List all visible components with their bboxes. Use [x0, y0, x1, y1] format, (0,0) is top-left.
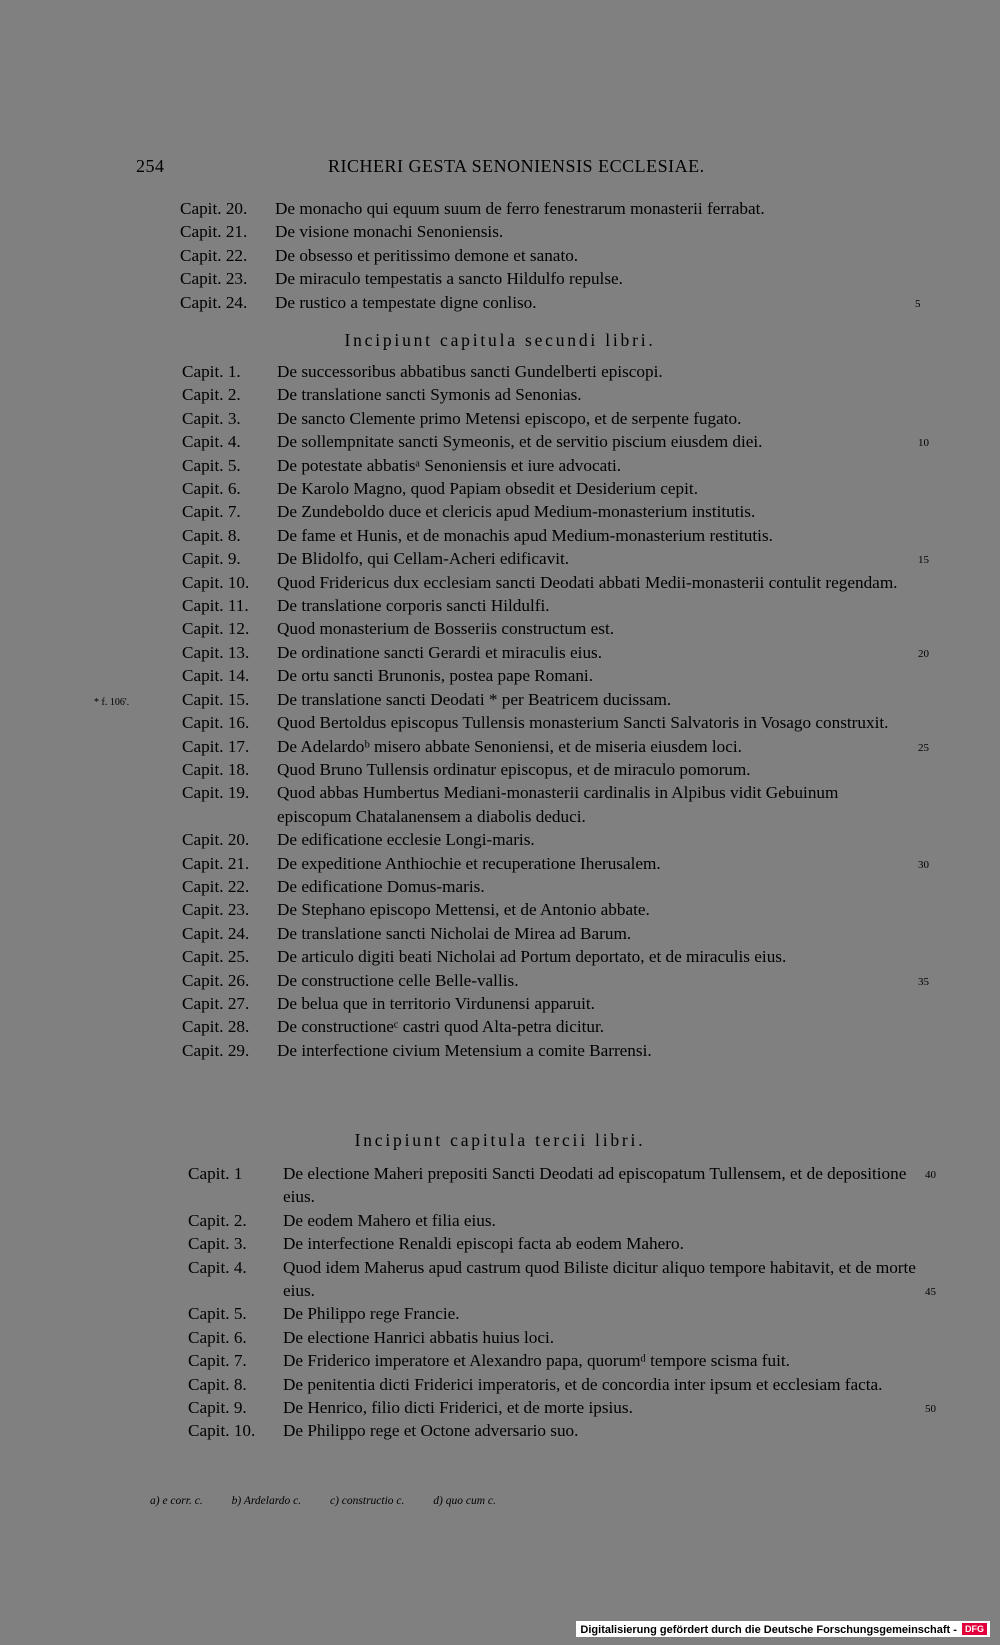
- chapter-entry: [0, 383, 1000, 406]
- chapter-title: De belua que in territorio Virdunensi apparuit.: [277, 993, 595, 1013]
- chapter-number: Capit. 6.: [188, 1327, 247, 1347]
- chapter-title: De Philippo rege Francie.: [283, 1304, 460, 1324]
- chapter-number: Capit. 20.: [182, 830, 250, 850]
- chapter-title: De penitentia dicti Friderici imperatoris, et de concordia inter ipsum et ecclesiam facta.: [283, 1374, 883, 1394]
- line-number: 45: [925, 1285, 936, 1298]
- chapter-title: De sollempnitate sancti Symeonis, et de servitio piscium eiusdem diei.: [277, 432, 763, 452]
- chapter-number: Capit. 3.: [188, 1234, 247, 1254]
- line-number: 15: [918, 554, 929, 567]
- chapter-title: De Henrico, filio dicti Friderici, et de morte ipsius.: [283, 1398, 633, 1418]
- chapter-entry: [0, 898, 1000, 921]
- chapter-number: Capit. 22.: [182, 876, 250, 896]
- line-number: 50: [925, 1402, 936, 1415]
- chapter-entry: [0, 1256, 1000, 1303]
- chapter-number: Capit. 21.: [182, 853, 250, 873]
- chapter-title: De Zundeboldo duce et clericis apud Medium-monasterium institutis.: [277, 502, 756, 522]
- chapter-number: Capit. 9.: [188, 1398, 247, 1418]
- dfg-logo: DFG: [962, 1623, 987, 1635]
- chapter-number: Capit. 4.: [188, 1257, 247, 1277]
- chapter-number: Capit. 17.: [182, 736, 250, 756]
- chapter-number: Capit. 23.: [182, 900, 250, 920]
- book2-heading: Incipiunt capitula secundi libri.: [344, 330, 656, 350]
- chapter-title: De Blidolfo, qui Cellam-Acheri edificavit.: [277, 549, 570, 569]
- chapter-entry: [0, 407, 1000, 430]
- chapter-title: De fame et Hunis, et de monachis apud Medium-monasterium restitutis.: [277, 525, 773, 545]
- chapter-number: Capit. 4.: [182, 432, 241, 452]
- chapter-entry: [0, 524, 1000, 547]
- chapter-number: Capit. 28.: [182, 1017, 250, 1037]
- chapter-number: Capit. 24.: [180, 292, 248, 312]
- chapter-entry: [0, 267, 1000, 290]
- chapter-entry: [0, 454, 1000, 477]
- chapter-title: De constructioneᶜ castri quod Alta-petra dicitur.: [277, 1017, 605, 1037]
- chapter-entry: [0, 641, 1000, 664]
- chapter-title: De monacho qui equum suum de ferro fenestrarum monasterii ferrabat.: [275, 199, 765, 218]
- chapter-number: Capit. 7.: [182, 502, 241, 522]
- chapter-entry: [0, 922, 1000, 945]
- chapter-number: Capit. 16.: [182, 713, 250, 733]
- line-number: 30: [918, 858, 929, 871]
- chapter-entry: [0, 571, 1000, 594]
- chapter-entry: [0, 1015, 1000, 1038]
- book1-chapter-list: [0, 197, 1000, 314]
- chapter-number: Capit. 26.: [182, 970, 250, 990]
- chapter-number: Capit. 12.: [182, 619, 250, 639]
- page-header: [0, 156, 1000, 178]
- chapter-title: De interfectione Renaldi episcopi facta ab eodem Mahero.: [283, 1234, 684, 1254]
- footnotes: [150, 1495, 750, 1507]
- chapter-title: Quod Bruno Tullensis ordinatur episcopus, et de miraculo pomorum.: [277, 759, 751, 779]
- chapter-number: Capit. 19.: [182, 783, 250, 803]
- chapter-entry: [0, 1162, 1000, 1209]
- chapter-title: De miraculo tempestatis a sancto Hildulfo repulse.: [275, 269, 623, 289]
- chapter-title: De eodem Mahero et filia eius.: [283, 1210, 496, 1230]
- chapter-entry: [0, 945, 1000, 968]
- chapter-entry: [0, 828, 1000, 851]
- chapter-title: De Stephano episcopo Mettensi, et de Antonio abbate.: [277, 900, 650, 920]
- chapter-entry: [0, 688, 1000, 711]
- digitization-credit: [576, 1621, 990, 1637]
- running-title: RICHERI GESTA SENONIENSIS ECCLESIAE.: [328, 156, 705, 176]
- chapter-number: Capit. 11.: [182, 596, 249, 616]
- chapter-entry: [0, 220, 1000, 243]
- footnote-a: a) e corr. c.: [150, 1495, 203, 1507]
- book3-heading: Incipiunt capitula tercii libri.: [354, 1130, 646, 1150]
- page-number: 254: [136, 156, 165, 176]
- chapter-title: De Adelardoᵇ misero abbate Senoniensi, et de miseria eiusdem loci.: [277, 736, 742, 756]
- chapter-entry: [0, 1326, 1000, 1349]
- chapter-title: De translatione sancti Symonis ad Senonias.: [277, 385, 582, 405]
- line-number: 40: [925, 1169, 936, 1181]
- chapter-entry: [0, 969, 1000, 992]
- chapter-number: Capit. 3.: [182, 408, 241, 428]
- chapter-entry: [0, 852, 1000, 875]
- chapter-number: Capit. 13.: [182, 642, 250, 662]
- chapter-title: De translatione sancti Deodati * per Beatricem ducissam.: [277, 689, 672, 709]
- chapter-number: Capit. 18.: [182, 759, 250, 779]
- chapter-entry: [0, 477, 1000, 500]
- chapter-title: De successoribus abbatibus sancti Gundelberti episcopi.: [277, 362, 663, 381]
- chapter-entry: [0, 1039, 1000, 1062]
- chapter-number: Capit. 14.: [182, 666, 250, 686]
- chapter-title: Quod Fridericus dux ecclesiam sancti Deodati abbati Medii-monasterii contulit regendam.: [277, 572, 898, 592]
- chapter-title: De Friderico imperatore et Alexandro papa, quorumᵈ tempore scisma fuit.: [283, 1351, 790, 1371]
- chapter-number: Capit. 25.: [182, 947, 250, 967]
- chapter-entry: [0, 244, 1000, 267]
- chapter-number: Capit. 21.: [180, 222, 248, 242]
- chapter-title: De obsesso et peritissimo demone et sanato.: [275, 245, 579, 265]
- chapter-number: Capit. 10.: [188, 1421, 256, 1441]
- chapter-title: Quod abbas Humbertus Mediani-monasterii cardinalis in Alpibus vidit Gebuinum episcopum Chatalanensem a diabolis deduci.: [277, 783, 839, 826]
- chapter-title: De visione monachi Senoniensis.: [275, 222, 504, 242]
- chapter-title: De translatione corporis sancti Hildulfi.: [277, 596, 550, 616]
- chapter-entry: [0, 992, 1000, 1015]
- chapter-title: De Philippo rege et Octone adversario suo.: [283, 1421, 579, 1441]
- folio-margin-note: * f. 106'.: [94, 696, 130, 708]
- chapter-number: Capit. 6.: [182, 479, 241, 499]
- chapter-entry: [0, 1349, 1000, 1372]
- chapter-number: Capit. 5.: [182, 455, 241, 475]
- chapter-number: Capit. 20.: [180, 199, 248, 218]
- chapter-entry: [0, 1302, 1000, 1325]
- chapter-entry: [0, 735, 1000, 758]
- chapter-entry: [0, 291, 1000, 314]
- chapter-number: Capit. 23.: [180, 269, 248, 289]
- chapter-number: Capit. 1.: [182, 362, 241, 381]
- chapter-entry: [0, 360, 1000, 383]
- footnote-b: b) Ardelardo c.: [231, 1495, 302, 1507]
- chapter-title: De expeditione Anthiochie et recuperatione Iherusalem.: [277, 853, 661, 873]
- chapter-entry: [0, 430, 1000, 453]
- chapter-number: Capit. 2.: [182, 385, 241, 405]
- chapter-title: De ordinatione sancti Gerardi et miraculis eius.: [277, 642, 603, 662]
- chapter-number: Capit. 8.: [182, 525, 241, 545]
- chapter-entry: [0, 1396, 1000, 1419]
- chapter-entry: [0, 197, 1000, 220]
- chapter-entry: [0, 500, 1000, 523]
- chapter-number: Capit. 9.: [182, 549, 241, 569]
- chapter-title: De edificatione ecclesie Longi-maris.: [277, 830, 535, 850]
- chapter-entry: [0, 758, 1000, 781]
- chapter-entry: [0, 594, 1000, 617]
- chapter-title: De Karolo Magno, quod Papiam obsedit et Desiderium cepit.: [277, 479, 699, 499]
- book3-chapter-list: [0, 1162, 1000, 1443]
- chapter-entry: [0, 617, 1000, 640]
- chapter-entry: [0, 1232, 1000, 1255]
- chapter-title: De electione Hanrici abbatis huius loci.: [283, 1327, 555, 1347]
- chapter-title: Quod monasterium de Bosseriis constructum est.: [277, 619, 615, 639]
- chapter-number: Capit. 7.: [188, 1351, 247, 1371]
- footnote-c: c) constructio c.: [329, 1495, 405, 1507]
- line-number: 5: [915, 297, 921, 310]
- chapter-title: De sancto Clemente primo Metensi episcopo, et de serpente fugato.: [277, 408, 742, 428]
- chapter-number: Capit. 22.: [180, 245, 248, 265]
- chapter-number: Capit. 1: [188, 1164, 243, 1183]
- chapter-number: Capit. 27.: [182, 993, 250, 1013]
- chapter-number: Capit. 10.: [182, 572, 250, 592]
- chapter-number: Capit. 24.: [182, 923, 250, 943]
- chapter-title: De edificatione Domus-maris.: [277, 876, 485, 896]
- chapter-title: De rustico a tempestate digne conliso.: [275, 292, 537, 312]
- chapter-entry: [0, 875, 1000, 898]
- chapter-number: Capit. 2.: [188, 1210, 247, 1230]
- book2-chapter-list: [0, 360, 1000, 1062]
- line-number: 25: [918, 741, 929, 754]
- footnote-d: d) quo cum c.: [433, 1495, 496, 1507]
- line-number: 20: [918, 647, 929, 660]
- chapter-entry: [0, 1209, 1000, 1232]
- chapter-entry: [0, 1419, 1000, 1442]
- chapter-number: Capit. 15.: [182, 689, 250, 709]
- line-number: 10: [918, 437, 929, 450]
- line-number: 35: [918, 975, 929, 988]
- chapter-entry: [0, 781, 1000, 828]
- chapter-title: De interfectione civium Metensium a comite Barrensi.: [277, 1040, 652, 1060]
- chapter-title: De articulo digiti beati Nicholai ad Portum deportato, et de miraculis eius.: [277, 947, 787, 967]
- chapter-number: Capit. 8.: [188, 1374, 247, 1394]
- chapter-entry: [0, 547, 1000, 570]
- chapter-entry: [0, 711, 1000, 734]
- chapter-title: De constructione celle Belle-vallis.: [277, 970, 519, 990]
- credit-text: Digitalisierung gefördert durch die Deutsche Forschungsgemeinschaft -: [580, 1624, 957, 1636]
- chapter-title: De translatione sancti Nicholai de Mirea ad Barum.: [277, 923, 632, 943]
- chapter-title: De potestate abbatisᵃ Senoniensis et iure advocati.: [277, 455, 622, 475]
- chapter-title: Quod idem Maherus apud castrum quod Biliste dicitur aliquo tempore habitavit, et de morte eius.: [283, 1257, 916, 1301]
- chapter-number: Capit. 5.: [188, 1304, 247, 1324]
- chapter-number: Capit. 29.: [182, 1040, 250, 1060]
- chapter-title: De ortu sancti Brunonis, postea pape Romani.: [277, 666, 593, 686]
- chapter-title: De electione Maheri prepositi Sancti Deodati ad episcopatum Tullensem, et de depositione eius.: [283, 1164, 907, 1207]
- chapter-entry: [0, 664, 1000, 687]
- chapter-title: Quod Bertoldus episcopus Tullensis monasterium Sancti Salvatoris in Vosago construxit.: [277, 713, 889, 733]
